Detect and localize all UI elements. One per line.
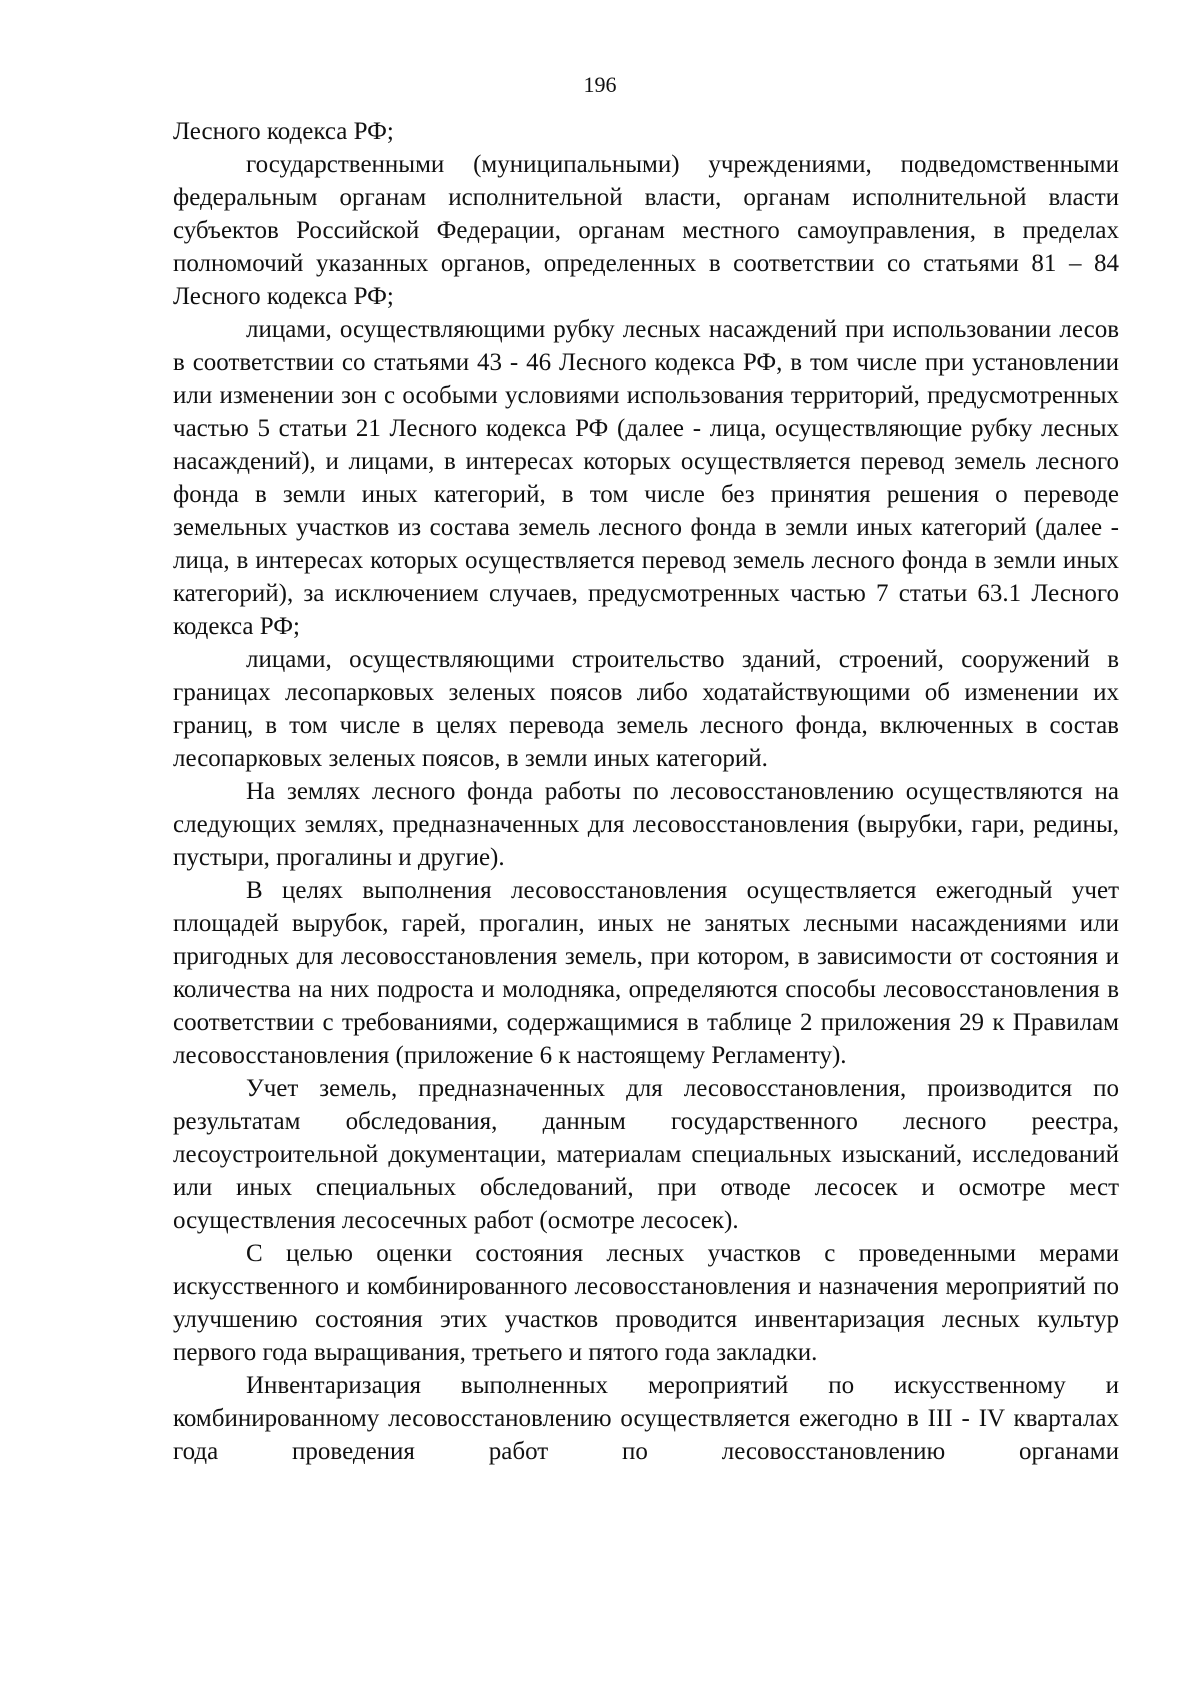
page-number: 196 xyxy=(583,72,617,97)
document-body xyxy=(173,115,1119,1468)
paragraph-6: В целях выполнения лесовосстановления осуществляется ежегодный учет площадей вырубок, гарей, прогалин, иных не занятых лесными насаждениями или пригодных для лесовосстановления земель, при котором, в зависимости от состояния и количества на них подроста и молодняка, определяются способы лесовосстановления в соответствии с требованиями, содержащимися в таблице 2 приложения 29 к Правилам лесовосстановления (приложение 6 к настоящему Регламенту). xyxy=(173,877,1119,1069)
paragraph-7: Учет земель, предназначенных для лесовосстановления, производится по результатам обследования, данным государственного лесного реестра, лесоустроительной документации, материалам специальных изысканий, исследований или иных специальных обследований, при отводе лесосек и осмотре мест осуществления лесосечных работ (осмотре лесосек). xyxy=(173,1075,1119,1234)
paragraph-4: лицами, осуществляющими строительство зданий, строений, сооружений в границах лесопарковых зеленых поясов либо ходатайствующими об изменении их границ, в том числе в целях перевода земель лесного фонда, включенных в состав лесопарковых зеленых поясов, в земли иных категорий. xyxy=(173,646,1119,772)
paragraph-1: Лесного кодекса РФ; xyxy=(173,118,394,145)
paragraph-2: государственными (муниципальными) учреждениями, подведомственными федеральным органам исполнительной власти, органам исполнительной власти субъектов Российской Федерации, органам местного самоуправления, в пределах полномочий указанных органов, определенных в соответствии со статьями 81 – 84 Лесного кодекса РФ; xyxy=(173,151,1119,310)
paragraph-8: С целью оценки состояния лесных участков с проведенными мерами искусственного и комбинированного лесовосстановления и назначения мероприятий по улучшению состояния этих участков проводится инвентаризация лесных культур первого года выращивания, третьего и пятого года закладки. xyxy=(173,1240,1119,1366)
paragraph-5: На землях лесного фонда работы по лесовосстановлению осуществляются на следующих землях, предназначенных для лесовосстановления (вырубки, гари, редины, пустыри, прогалины и другие). xyxy=(173,778,1119,871)
paragraph-3: лицами, осуществляющими рубку лесных насаждений при использовании лесов в соответствии со статьями 43 - 46 Лесного кодекса РФ, в том числе при установлении или изменении зон с особыми условиями использования территорий, предусмотренных частью 5 статьи 21 Лесного кодекса РФ (далее - лица, осуществляющие рубку лесных насаждений), и лицами, в интересах которых осуществляется перевод земель лесного фонда в земли иных категорий, в том числе без принятия решения о переводе земельных участков из состава земель лесного фонда в земли иных категорий (далее - лица, в интересах которых осуществляется перевод земель лесного фонда в земли иных категорий), за исключением случаев, предусмотренных частью 7 статьи 63.1 Лесного кодекса РФ; xyxy=(173,316,1119,640)
paragraph-9: Инвентаризация выполненных мероприятий по искусственному и комбинированному лесовосстановлению осуществляется ежегодно в III - IV кварталах года проведения работ по лесовосстановлению органами xyxy=(173,1372,1119,1465)
